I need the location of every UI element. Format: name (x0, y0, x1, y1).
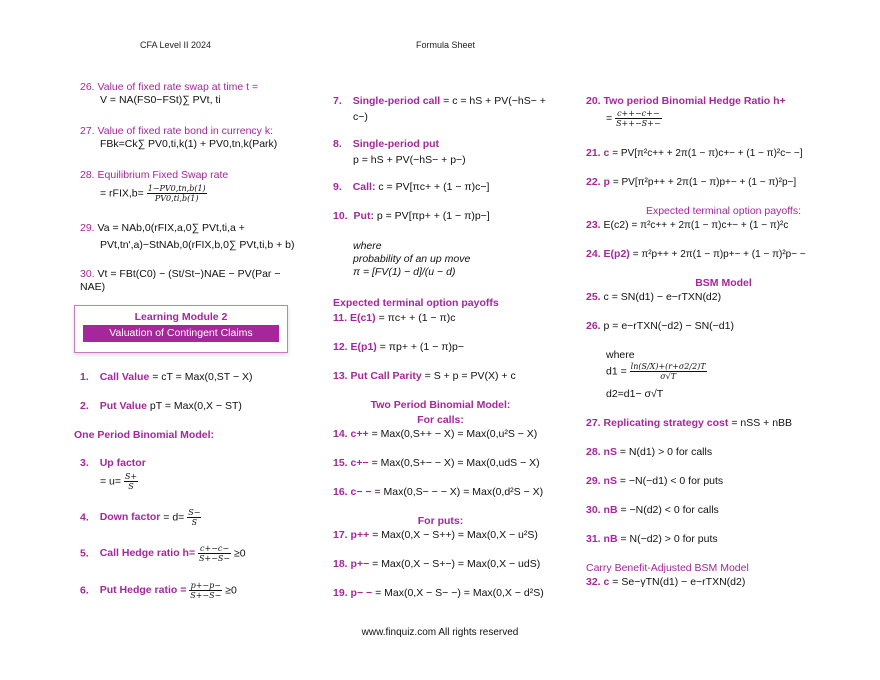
formula-text: = PV[π²c++ + 2π(1 − π)c+− + (1 − π)²c− −] (612, 148, 803, 159)
section-heading-one-period: One Period Binomial Model: (74, 429, 215, 441)
section-heading-expected: Expected terminal option payoffs: (645, 205, 802, 217)
formula-13 (333, 370, 516, 383)
formula-label: Call Value (99, 371, 150, 383)
fraction (124, 472, 138, 491)
formula-text: = PV[π²p++ + 2π(1 − π)p+− + (1 − π)²p−] (612, 177, 797, 188)
formula-number: 30. (80, 268, 95, 280)
fraction-denominator: S (128, 482, 134, 491)
formula-title: Value of fixed rate swap at time t = (97, 81, 259, 93)
formula-text: = N(d1) > 0 for calls (619, 446, 713, 458)
formula-22 (586, 176, 871, 189)
formula-suffix: ≥0 (234, 547, 246, 560)
formula-number: 20. (586, 95, 601, 107)
formula-text: = π²p++ + 2π(1 − π)p+− + (1 − π)²p− − (632, 249, 806, 260)
section-heading-expected: Expected terminal option payoffs (333, 297, 499, 309)
formula-text (100, 184, 228, 203)
formula-27 (80, 125, 290, 151)
learning-module-box (74, 305, 288, 353)
subheading-for-puts: For puts: (417, 515, 464, 527)
formula-15 (333, 457, 540, 470)
module-subtitle: Valuation of Contingent Claims (83, 325, 279, 342)
formula-26 (586, 320, 734, 333)
fraction-numerator: 1−PV0,tn,b(1) (147, 184, 206, 193)
formula-text: = −N(d2) < 0 for calls (620, 504, 719, 516)
formula-label: E(c1) (349, 312, 376, 324)
formula-label: Replicating strategy cost (603, 417, 729, 429)
formula-label: Put Hedge ratio = (99, 584, 187, 597)
formula-label: nS (603, 446, 617, 458)
formula-line-1: Va = NAb,0(rFIX,a,0∑ PVt,ti,a + (97, 222, 245, 234)
formula-text: = Se−γTN(d1) − e−rTXN(d2) (612, 576, 746, 588)
fraction (147, 184, 207, 203)
formula-27 (586, 417, 792, 430)
d1-formula (606, 362, 707, 381)
formula-label: c++ (350, 428, 369, 440)
formula-suffix: ≥0 (225, 584, 237, 597)
formula-number: 22. (586, 176, 601, 188)
formula-number: 7. (333, 95, 342, 107)
formula-12 (333, 341, 464, 354)
formula-text: = c = hS + PV(−hS− + (443, 95, 546, 107)
formula-text: c = SN(d1) − e−rTXN(d2) (603, 291, 722, 303)
formula-number: 9. (333, 181, 342, 193)
formula-number: 3. (80, 457, 89, 469)
where-label: where (606, 349, 635, 361)
section-heading-carry: Carry Benefit-Adjusted BSM Model (586, 562, 749, 574)
formula-32 (586, 576, 745, 589)
formula-number: 31. (586, 533, 601, 545)
formula-line-2: PVt,tn',a)−StNAb,0(rFIX,b,0∑ PVt,ti,b + b) (100, 239, 295, 251)
formula-label: p++ (350, 529, 370, 541)
formula-number: 21. (586, 147, 601, 159)
formula-label: p+− (350, 558, 370, 570)
formula-number: 12. (333, 341, 348, 353)
formula-2 (80, 400, 242, 413)
formula-number: 30. (586, 504, 601, 516)
formula-text: = Max(0,S+− − X) = Max(0,udS − X) (371, 457, 540, 469)
formula-text (100, 472, 146, 491)
formula-label: nB (603, 533, 618, 545)
formula-text: = Max(0,X − S− −) = Max(0,X − d²S) (375, 587, 544, 599)
where-block (353, 240, 470, 279)
formula-number: 18. (333, 558, 348, 570)
formula-text: = −N(−d1) < 0 for puts (619, 475, 724, 487)
formula-text: = Max(0,S− − − X) = Max(0,d²S − X) (374, 486, 544, 498)
formula-label: E(p2) (603, 248, 630, 260)
formula-text: = N(−d2) > 0 for puts (620, 533, 718, 545)
formula-text: = Max(0,X − S+−) = Max(0,X − udS) (372, 558, 541, 570)
formula-number: 13. (333, 370, 348, 382)
footer: www.finquiz.com All rights reserved (361, 627, 519, 638)
where-label: where (353, 240, 382, 252)
formula-number: 23. (586, 219, 601, 231)
formula-20 (586, 95, 786, 128)
formula-label: E(c2) (603, 219, 629, 231)
formula-title: Value of fixed rate bond in currency k: (97, 125, 274, 137)
formula-14 (333, 428, 537, 441)
formula-number: 19. (333, 587, 348, 599)
formula-number: 11. (333, 312, 348, 324)
formula-number: 17. (333, 529, 348, 541)
formula-28 (80, 169, 228, 203)
formula-label: Two period Binomial Hedge Ratio h+ (603, 95, 786, 107)
formula-label: Single-period call (352, 95, 441, 107)
formula-24 (586, 248, 871, 261)
formula-number: 16. (333, 486, 348, 498)
formula-29 (586, 475, 723, 488)
formula-text: p = PV[πp+ + (1 − π)p−] (376, 210, 490, 222)
formula-text (606, 109, 786, 128)
formula-text: c = PV[πc+ + (1 − π)c−] (378, 181, 490, 193)
formula-8 (333, 138, 466, 167)
formula-number: 8. (333, 138, 342, 150)
header-subtitle: Formula Sheet (416, 40, 476, 50)
formula-18 (333, 558, 540, 571)
formula-label: Put Value (99, 400, 147, 412)
formula-number: 29. (80, 222, 95, 234)
formula-label: E(p1) (350, 341, 377, 353)
formula-text: = Max(0,S++ − X) = Max(0,u²S − X) (371, 428, 538, 440)
fraction-numerator: p+−p− (190, 581, 221, 590)
formula-number: 15. (333, 457, 348, 469)
formula-text: FBk=Ck∑ PV0,ti,k(1) + PV0,tn,k(Park) (100, 138, 278, 150)
fraction-denominator: S+−S− (199, 554, 231, 563)
formula-number: 28. (80, 169, 95, 181)
formula-text: = Max(0,X − S++) = Max(0,X − u²S) (372, 529, 538, 541)
formula-11 (333, 312, 456, 325)
formula-text: pT = Max(0,X − ST) (149, 400, 242, 412)
formula-31 (586, 533, 718, 546)
formula-number: 10. (333, 210, 348, 222)
fraction-numerator: S+ (124, 472, 138, 481)
formula-number: 27. (80, 125, 95, 137)
formula-label: Down factor (99, 511, 161, 524)
formula-21 (586, 147, 871, 160)
formula-prefix: = (606, 112, 613, 125)
where-formula: π = [FV(1) − d]/(u − d) (353, 266, 456, 278)
formula-label: c+− (350, 457, 369, 469)
d2-formula: d2=d1− σ√T (606, 388, 664, 400)
formula-text: Vt = FBt(C0) − (St/St−)NAE − PV(Par − NAE) (80, 268, 281, 293)
formula-1 (80, 371, 253, 384)
formula-number: 26. (586, 320, 601, 332)
formula-5 (80, 544, 246, 563)
section-heading-bsm: BSM Model (695, 277, 752, 289)
formula-25 (586, 291, 721, 304)
formula-text: p = hS + PV(−hS− + p−) (353, 154, 466, 166)
section-heading-two-period: Two Period Binomial Model: (370, 399, 511, 411)
formula-number: 14. (333, 428, 348, 440)
formula-label: Up factor (99, 457, 146, 469)
header-title: CFA Level II 2024 (140, 40, 212, 50)
formula-text: = S + p = PV(X) + c (424, 370, 516, 382)
formula-label: c (603, 147, 610, 159)
formula-text: = nSS + nBB (731, 417, 793, 429)
formula-label: p (603, 176, 610, 188)
formula-label: Call Hedge ratio h= (99, 547, 196, 560)
formula-label: c− − (350, 486, 372, 498)
subheading-for-calls: For calls: (417, 414, 464, 426)
formula-text: V = NA(FS0−FSt)∑ PVt, ti (100, 94, 221, 106)
d1-prefix: d1 = (606, 365, 627, 378)
fraction (615, 109, 661, 128)
formula-30 (80, 268, 305, 294)
fraction-denominator: PV0,ti,b(1) (154, 194, 199, 203)
formula-16 (333, 486, 543, 499)
formula-7 (333, 95, 548, 124)
fraction (630, 362, 707, 381)
fraction (187, 508, 201, 527)
fraction-denominator: S++−S+− (616, 119, 661, 128)
formula-number: 1. (80, 371, 89, 383)
fraction-numerator: c++−c+− (617, 109, 660, 118)
formula-number: 25. (586, 291, 601, 303)
formula-label: nS (603, 475, 617, 487)
formula-number: 29. (586, 475, 601, 487)
formula-label: Single-period put (352, 138, 440, 150)
formula-23 (586, 219, 871, 232)
formula-number: 26. (80, 81, 95, 93)
formula-text: p = e−rTXN(−d2) − SN(−d1) (603, 320, 734, 332)
formula-label: p− − (350, 587, 373, 599)
fraction-numerator: S− (188, 508, 201, 517)
formula-number: 5. (80, 547, 89, 560)
formula-number: 4. (80, 511, 89, 524)
formula-4 (80, 508, 201, 527)
formula-number: 28. (586, 446, 601, 458)
formula-9 (333, 181, 489, 194)
formula-prefix: = u= (100, 475, 122, 488)
formula-label: nB (603, 504, 618, 516)
formula-6 (80, 581, 237, 600)
formula-label: Put: (353, 210, 374, 222)
formula-text: = πp+ + (1 − π)p− (379, 341, 464, 353)
fraction (198, 544, 231, 563)
formula-prefix: = d= (163, 511, 185, 524)
where-desc: probability of an up move (353, 253, 471, 265)
formula-number: 6. (80, 584, 89, 597)
fraction (189, 581, 222, 600)
formula-number: 24. (586, 248, 601, 260)
formula-number: 2. (80, 400, 89, 412)
formula-3 (80, 457, 146, 491)
formula-label: Put Call Parity (350, 370, 422, 382)
formula-10 (333, 210, 490, 223)
fraction-numerator: c+−c− (200, 544, 230, 553)
formula-29 (80, 222, 295, 252)
formula-text: = π²c++ + 2π(1 − π)c+− + (1 − π)²c (631, 220, 789, 231)
fraction-denominator: S+−S− (190, 591, 222, 600)
fraction-denominator: σ√T (660, 372, 677, 381)
formula-28 (586, 446, 712, 459)
module-title: Learning Module 2 (134, 311, 228, 323)
fraction-denominator: S (191, 518, 198, 527)
formula-19 (333, 587, 544, 600)
formula-title: Equilibrium Fixed Swap rate (97, 169, 229, 181)
formula-label: c (603, 576, 610, 588)
formula-text: = cT = Max(0,ST − X) (152, 371, 253, 383)
formula-cont: c−) (353, 111, 368, 123)
formula-number: 32. (586, 576, 601, 588)
formula-30 (586, 504, 719, 517)
formula-label: Call: (352, 181, 376, 193)
formula-number: 27. (586, 417, 601, 429)
fraction-numerator: ln(S/X)+(r+σ2/2)T (630, 362, 706, 371)
formula-text: = πc+ + (1 − π)c (378, 312, 456, 324)
formula-prefix: = rFIX,b= (100, 187, 144, 200)
formula-17 (333, 529, 538, 542)
formula-26 (80, 81, 258, 107)
